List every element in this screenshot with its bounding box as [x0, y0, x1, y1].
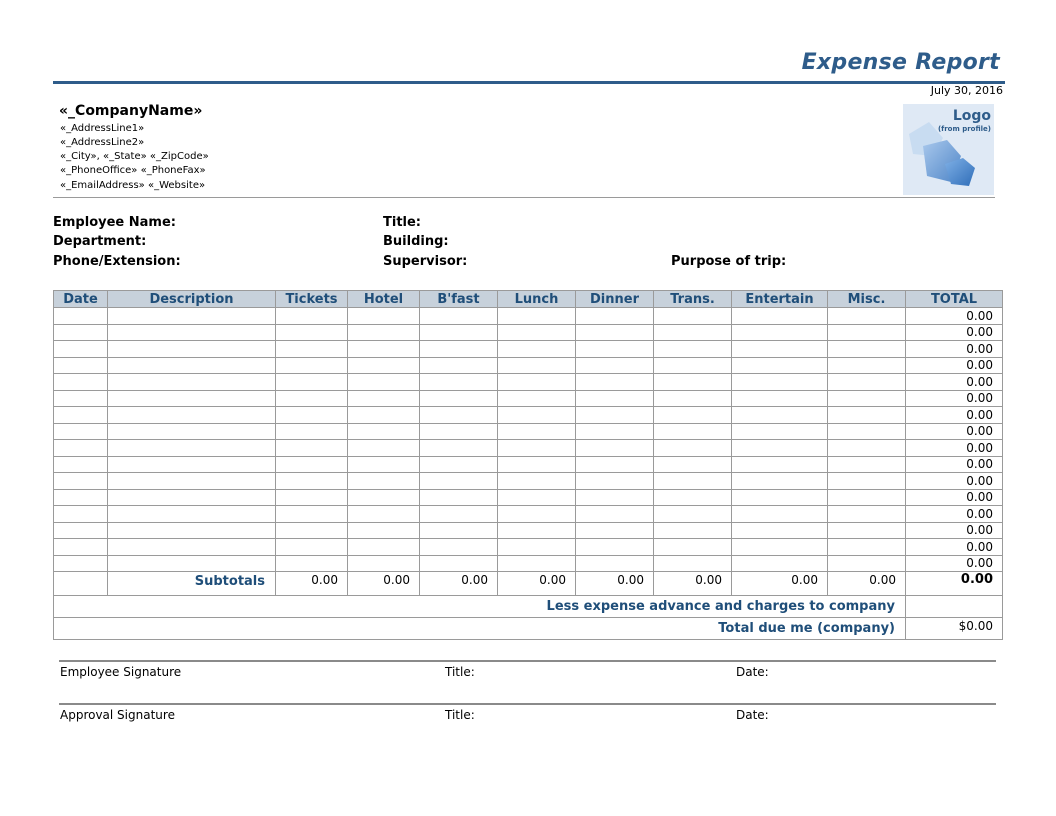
col-hotel: Hotel: [348, 291, 420, 308]
logo-text: Logo: [952, 108, 991, 124]
entry-cell[interactable]: [54, 522, 108, 539]
entry-cell[interactable]: [420, 456, 498, 473]
entry-cell[interactable]: [348, 539, 420, 556]
entry-cell[interactable]: [348, 341, 420, 358]
entry-cell[interactable]: [576, 390, 654, 407]
entry-cell[interactable]: [654, 357, 732, 374]
entry-cell[interactable]: [654, 539, 732, 556]
entry-cell[interactable]: [276, 308, 348, 325]
col-misc: Misc.: [828, 291, 906, 308]
company-logo: [903, 104, 994, 195]
entry-cell[interactable]: [654, 390, 732, 407]
entry-cell[interactable]: [54, 341, 108, 358]
entry-cell[interactable]: [828, 489, 906, 506]
entry-cell[interactable]: [732, 390, 828, 407]
employee-name-label: Employee Name:: [53, 215, 176, 230]
entry-cell[interactable]: [498, 473, 576, 490]
entry-cell[interactable]: [498, 522, 576, 539]
entry-cell[interactable]: [420, 390, 498, 407]
entry-cell[interactable]: [420, 489, 498, 506]
entry-cell[interactable]: [654, 407, 732, 424]
entry-cell[interactable]: [828, 473, 906, 490]
entry-cell[interactable]: [498, 308, 576, 325]
entry-cell[interactable]: [348, 357, 420, 374]
table-row: [54, 555, 1003, 572]
entry-cell[interactable]: [654, 374, 732, 391]
approval-signature-label: Approval Signature: [60, 708, 175, 722]
entry-cell[interactable]: [108, 555, 276, 572]
entry-cell[interactable]: [276, 407, 348, 424]
table-row: [54, 407, 1003, 424]
entry-cell[interactable]: [498, 390, 576, 407]
purpose-of-trip-label: Purpose of trip:: [671, 254, 787, 269]
entry-cell[interactable]: [732, 555, 828, 572]
entry-cell[interactable]: [348, 390, 420, 407]
entry-cell[interactable]: [54, 539, 108, 556]
row-total: 0.00: [906, 489, 1003, 506]
entry-cell[interactable]: [276, 489, 348, 506]
col-description: Description: [108, 291, 276, 308]
entry-cell[interactable]: [828, 555, 906, 572]
subtotal-dinner: 0.00: [576, 572, 654, 596]
entry-cell[interactable]: [498, 357, 576, 374]
entry-cell[interactable]: [498, 506, 576, 523]
page-title: Expense Report: [801, 50, 1000, 75]
entry-cell[interactable]: [576, 473, 654, 490]
table-row: [54, 522, 1003, 539]
entry-cell[interactable]: [276, 374, 348, 391]
entry-cell[interactable]: [54, 374, 108, 391]
entry-cell[interactable]: [732, 374, 828, 391]
table-row: [54, 308, 1003, 325]
entry-cell[interactable]: [498, 539, 576, 556]
entry-cell[interactable]: [732, 308, 828, 325]
entry-cell[interactable]: [498, 407, 576, 424]
entry-cell[interactable]: [654, 423, 732, 440]
address-phones: «_PhoneOffice» «_PhoneFax»: [60, 165, 206, 176]
entry-cell[interactable]: [828, 390, 906, 407]
entry-cell[interactable]: [276, 473, 348, 490]
entry-cell[interactable]: [420, 308, 498, 325]
entry-cell[interactable]: [576, 456, 654, 473]
entry-cell[interactable]: [54, 440, 108, 457]
entry-cell[interactable]: [828, 357, 906, 374]
row-total: 0.00: [906, 423, 1003, 440]
entry-cell[interactable]: [732, 341, 828, 358]
entry-cell[interactable]: [108, 374, 276, 391]
col-trans: Trans.: [654, 291, 732, 308]
entry-cell[interactable]: [276, 506, 348, 523]
entry-cell[interactable]: [348, 440, 420, 457]
entry-cell[interactable]: [654, 555, 732, 572]
address-email-website: «_EmailAddress» «_Website»: [60, 180, 206, 191]
entry-cell[interactable]: [54, 423, 108, 440]
supervisor-label: Supervisor:: [383, 254, 468, 269]
subtotal-tickets: 0.00: [276, 572, 348, 596]
entry-cell[interactable]: [420, 440, 498, 457]
table-header-row: [54, 291, 1003, 308]
entry-cell[interactable]: [576, 522, 654, 539]
row-total: 0.00: [906, 506, 1003, 523]
entry-cell[interactable]: [108, 390, 276, 407]
entry-cell[interactable]: [108, 440, 276, 457]
entry-cell[interactable]: [828, 456, 906, 473]
entry-cell[interactable]: [498, 456, 576, 473]
entry-cell[interactable]: [732, 456, 828, 473]
building-label: Building:: [383, 234, 449, 249]
address-line-1: «_AddressLine1»: [60, 123, 145, 134]
table-row: [54, 324, 1003, 341]
entry-cell[interactable]: [576, 308, 654, 325]
entry-cell[interactable]: [348, 506, 420, 523]
phone-extension-label: Phone/Extension:: [53, 254, 181, 269]
col-entertain: Entertain: [732, 291, 828, 308]
table-row: [54, 456, 1003, 473]
entry-cell[interactable]: [498, 489, 576, 506]
subtotal-hotel: 0.00: [348, 572, 420, 596]
entry-cell[interactable]: [498, 374, 576, 391]
entry-cell[interactable]: [828, 374, 906, 391]
entry-cell[interactable]: [348, 473, 420, 490]
entry-cell[interactable]: [420, 522, 498, 539]
table-row: [54, 506, 1003, 523]
entry-cell[interactable]: [654, 506, 732, 523]
entry-cell[interactable]: [276, 341, 348, 358]
entry-cell[interactable]: [276, 324, 348, 341]
entry-cell[interactable]: [348, 308, 420, 325]
entry-cell[interactable]: [54, 357, 108, 374]
subtotal-breakfast: 0.00: [420, 572, 498, 596]
entry-cell[interactable]: [348, 555, 420, 572]
entry-cell[interactable]: [576, 489, 654, 506]
table-row: [54, 440, 1003, 457]
entry-cell[interactable]: [276, 522, 348, 539]
entry-cell[interactable]: [654, 341, 732, 358]
entry-cell[interactable]: [108, 324, 276, 341]
entry-cell[interactable]: [348, 374, 420, 391]
col-dinner: Dinner: [576, 291, 654, 308]
entry-cell[interactable]: [828, 324, 906, 341]
col-breakfast: B'fast: [420, 291, 498, 308]
entry-cell[interactable]: [108, 407, 276, 424]
entry-cell[interactable]: [498, 555, 576, 572]
grand-total: 0.00: [906, 572, 1003, 596]
entry-cell[interactable]: [498, 341, 576, 358]
entry-cell[interactable]: [654, 473, 732, 490]
employee-signature-line: [59, 660, 996, 662]
table-row: [54, 489, 1003, 506]
entry-cell[interactable]: [498, 324, 576, 341]
entry-cell[interactable]: [828, 522, 906, 539]
subtotal-lunch: 0.00: [498, 572, 576, 596]
subtotal-misc: 0.00: [828, 572, 906, 596]
less-advance-label: Less expense advance and charges to company: [54, 596, 906, 618]
entry-cell[interactable]: [108, 522, 276, 539]
entry-cell[interactable]: [420, 407, 498, 424]
row-total: 0.00: [906, 456, 1003, 473]
table-row: [54, 423, 1003, 440]
row-total: 0.00: [906, 473, 1003, 490]
entry-cell[interactable]: [348, 456, 420, 473]
entry-cell[interactable]: [276, 440, 348, 457]
entry-cell[interactable]: [654, 324, 732, 341]
entry-cell[interactable]: [108, 423, 276, 440]
entry-cell[interactable]: [348, 522, 420, 539]
entry-cell[interactable]: [732, 506, 828, 523]
entry-cell[interactable]: [576, 440, 654, 457]
entry-cell[interactable]: [732, 324, 828, 341]
entry-cell[interactable]: [108, 357, 276, 374]
entry-cell[interactable]: [420, 555, 498, 572]
entry-cell[interactable]: [54, 506, 108, 523]
total-due-value: $0.00: [906, 618, 1003, 640]
row-total: 0.00: [906, 522, 1003, 539]
entry-cell[interactable]: [108, 456, 276, 473]
row-total: 0.00: [906, 440, 1003, 457]
entry-cell[interactable]: [732, 473, 828, 490]
title-label: Title:: [383, 215, 422, 230]
row-total: 0.00: [906, 341, 1003, 358]
entry-cell[interactable]: [108, 489, 276, 506]
row-total: 0.00: [906, 357, 1003, 374]
entry-cell[interactable]: [420, 506, 498, 523]
entry-cell[interactable]: [420, 473, 498, 490]
entry-cell[interactable]: [54, 390, 108, 407]
entry-cell[interactable]: [108, 341, 276, 358]
table-row: [54, 390, 1003, 407]
entry-cell[interactable]: [828, 308, 906, 325]
entry-cell[interactable]: [54, 489, 108, 506]
entry-cell[interactable]: [420, 357, 498, 374]
logo-subtext: (from profile): [937, 125, 991, 133]
entry-cell[interactable]: [348, 407, 420, 424]
total-due-label: Total due me (company): [54, 618, 906, 640]
entry-cell[interactable]: [420, 374, 498, 391]
less-advance-row: [54, 596, 1003, 618]
address-line-2: «_AddressLine2»: [60, 137, 145, 148]
entry-cell[interactable]: [576, 324, 654, 341]
entry-cell[interactable]: [420, 324, 498, 341]
entry-cell[interactable]: [276, 539, 348, 556]
entry-cell[interactable]: [498, 423, 576, 440]
col-total: TOTAL: [906, 291, 1003, 308]
entry-cell[interactable]: [576, 357, 654, 374]
entry-cell[interactable]: [828, 341, 906, 358]
row-total: 0.00: [906, 390, 1003, 407]
row-total: 0.00: [906, 308, 1003, 325]
employee-signature-label: Employee Signature: [60, 665, 182, 679]
entry-cell[interactable]: [732, 539, 828, 556]
entry-cell[interactable]: [54, 456, 108, 473]
entry-cell[interactable]: [576, 423, 654, 440]
subtotal-trans: 0.00: [654, 572, 732, 596]
subtotals-empty-cell: [54, 572, 108, 596]
entry-cell[interactable]: [108, 506, 276, 523]
table-row: [54, 539, 1003, 556]
entry-cell[interactable]: [576, 341, 654, 358]
entry-cell[interactable]: [654, 522, 732, 539]
entry-cell[interactable]: [732, 407, 828, 424]
entry-cell[interactable]: [732, 522, 828, 539]
entry-cell[interactable]: [576, 539, 654, 556]
company-name: «_CompanyName»: [59, 103, 203, 119]
table-row: [54, 341, 1003, 358]
entry-cell[interactable]: [576, 506, 654, 523]
approval-signature-line: [59, 703, 996, 705]
subtotal-entertain: 0.00: [732, 572, 828, 596]
address-city-state-zip: «_City», «_State» «_ZipCode»: [60, 151, 209, 162]
header-divider: [53, 197, 995, 198]
row-total: 0.00: [906, 539, 1003, 556]
entry-cell[interactable]: [108, 308, 276, 325]
approval-title-label: Title:: [445, 708, 475, 722]
entry-cell[interactable]: [576, 407, 654, 424]
entry-cell[interactable]: [420, 539, 498, 556]
entry-cell[interactable]: [828, 423, 906, 440]
entry-cell[interactable]: [276, 423, 348, 440]
entry-cell[interactable]: [420, 341, 498, 358]
col-date: Date: [54, 291, 108, 308]
table-row: [54, 473, 1003, 490]
entry-cell[interactable]: [732, 423, 828, 440]
entry-cell[interactable]: [348, 423, 420, 440]
entry-cell[interactable]: [654, 308, 732, 325]
department-label: Department:: [53, 234, 147, 249]
table-row: [54, 374, 1003, 391]
table-row: [54, 357, 1003, 374]
entry-cell[interactable]: [54, 324, 108, 341]
title-divider: [53, 81, 1005, 84]
entry-cell[interactable]: [54, 555, 108, 572]
row-total: 0.00: [906, 407, 1003, 424]
entry-cell[interactable]: [498, 440, 576, 457]
entry-cell[interactable]: [54, 407, 108, 424]
entry-cell[interactable]: [276, 390, 348, 407]
employee-title-label: Title:: [445, 665, 475, 679]
employee-date-label: Date:: [736, 665, 769, 679]
entry-cell[interactable]: [828, 539, 906, 556]
row-total: 0.00: [906, 324, 1003, 341]
entry-cell[interactable]: [654, 440, 732, 457]
entry-cell[interactable]: [732, 440, 828, 457]
entry-cell[interactable]: [54, 473, 108, 490]
entry-cell[interactable]: [576, 555, 654, 572]
entry-cell[interactable]: [732, 357, 828, 374]
col-tickets: Tickets: [276, 291, 348, 308]
entry-cell[interactable]: [276, 357, 348, 374]
entry-cell[interactable]: [654, 489, 732, 506]
total-due-row: [54, 618, 1003, 640]
report-date: July 30, 2016: [930, 84, 1003, 97]
entry-cell[interactable]: [420, 423, 498, 440]
expense-table: [53, 290, 1003, 640]
entry-cell[interactable]: [108, 473, 276, 490]
entry-cell[interactable]: [108, 539, 276, 556]
subtotals-row: [54, 572, 1003, 596]
entry-cell[interactable]: [348, 489, 420, 506]
col-lunch: Lunch: [498, 291, 576, 308]
entry-cell[interactable]: [732, 489, 828, 506]
row-total: 0.00: [906, 555, 1003, 572]
entry-cell[interactable]: [828, 506, 906, 523]
entry-cell[interactable]: [576, 374, 654, 391]
entry-cell[interactable]: [276, 456, 348, 473]
entry-cell[interactable]: [276, 555, 348, 572]
entry-cell[interactable]: [348, 324, 420, 341]
entry-cell[interactable]: [828, 407, 906, 424]
entry-cell[interactable]: [828, 440, 906, 457]
row-total: 0.00: [906, 374, 1003, 391]
entry-cell[interactable]: [654, 456, 732, 473]
subtotals-label: Subtotals: [108, 572, 276, 596]
entry-cell[interactable]: [54, 308, 108, 325]
less-advance-value[interactable]: [906, 596, 1003, 618]
approval-date-label: Date:: [736, 708, 769, 722]
